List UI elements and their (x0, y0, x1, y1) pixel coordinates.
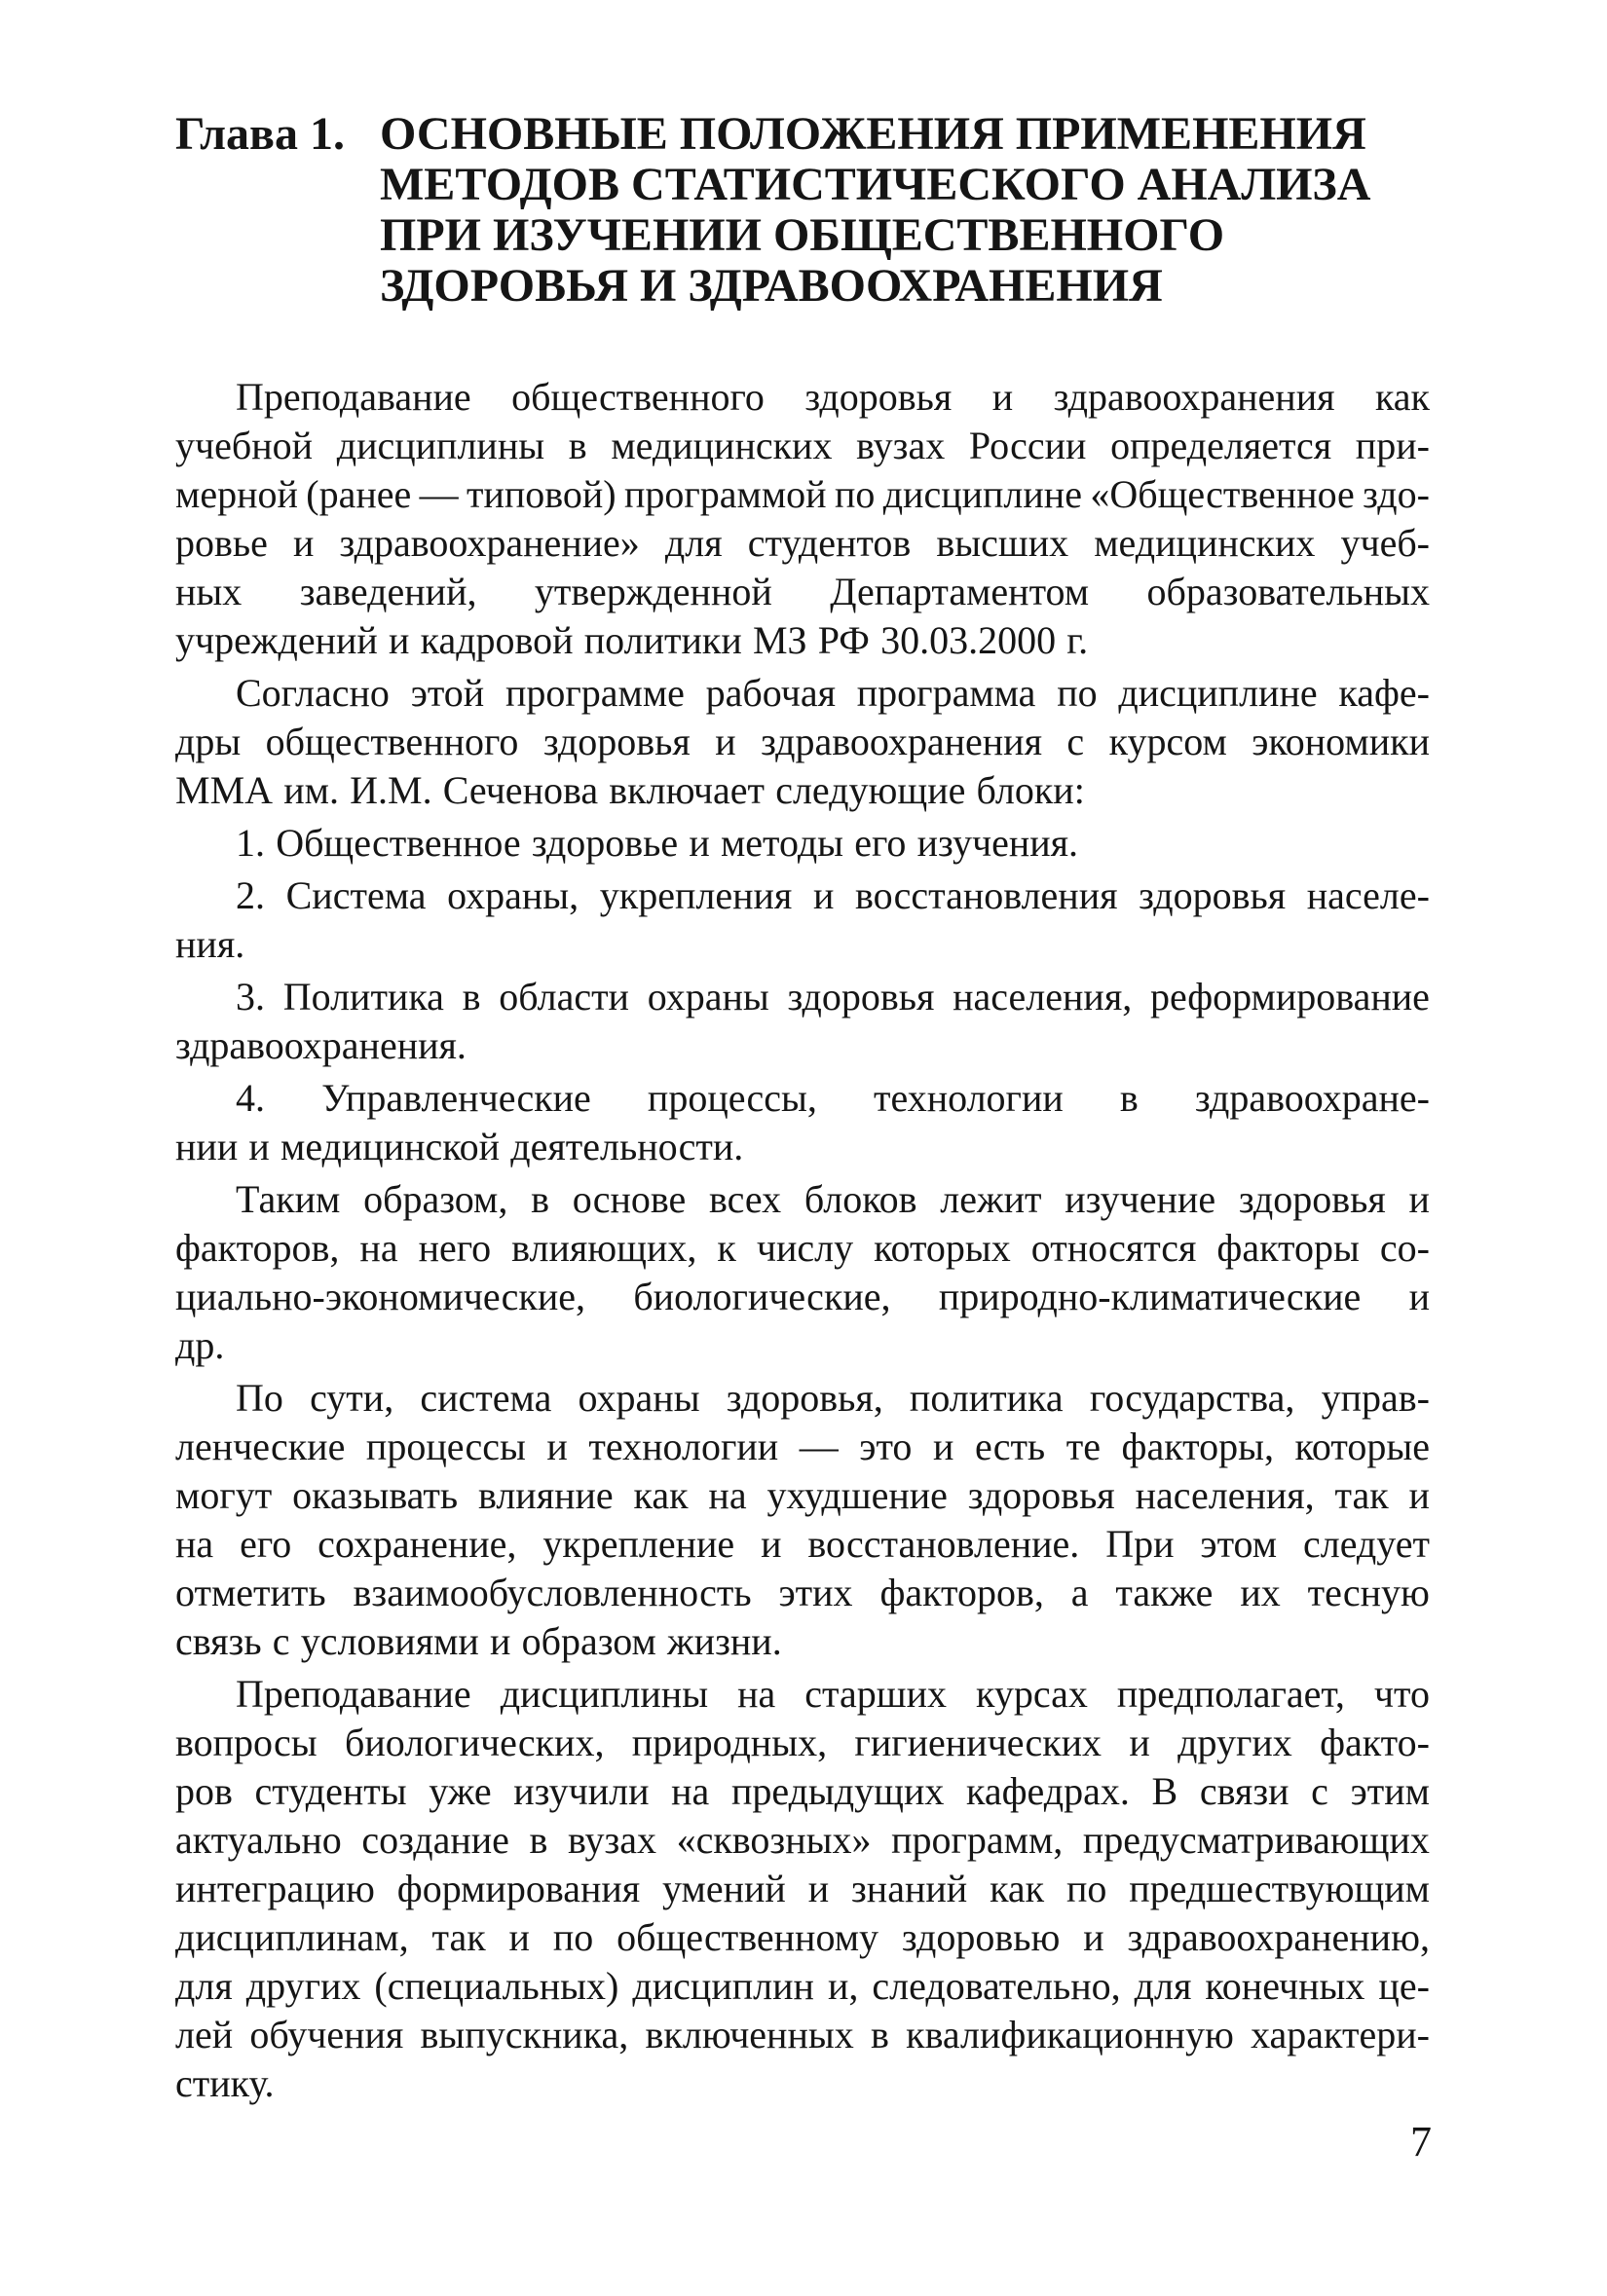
text-line: др. (175, 1323, 225, 1367)
text-line: Преподавание дисциплины на старших курсах предполагает, что (236, 1672, 1430, 1716)
paragraph (175, 819, 1430, 868)
text-line: отметить взаимообусловленность этих факторов, а также их тесную (175, 1571, 1430, 1614)
chapter-title-line: ПРИ ИЗУЧЕНИИ ОБЩЕСТВЕННОГО (380, 209, 1225, 261)
paragraph (175, 1374, 1430, 1666)
text-line: нии и медицинской деятельности. (175, 1125, 744, 1168)
chapter-title-line: ЗДОРОВЬЯ И ЗДРАВООХРАНЕНИЯ (380, 260, 1163, 312)
text-line: 4. Управленческие процессы, технологии в здравоохране- (236, 1076, 1430, 1120)
text-line: ровье и здравоохранение» для студентов высших медицинских учеб- (175, 521, 1430, 565)
text-line: учебной дисциплины в медицинских вузах России определяется при- (175, 424, 1430, 467)
chapter-title-line: МЕТОДОВ СТАТИСТИЧЕСКОГО АНАЛИЗА (380, 159, 1371, 210)
paragraph (175, 1074, 1430, 1171)
text-line: Согласно этой программе рабочая программа по дисциплине кафе- (236, 671, 1430, 715)
page-number: 7 (1410, 2118, 1432, 2166)
text-line: интеграцию формирования умений и знаний как по предшествующим (175, 1867, 1430, 1910)
chapter-title-line: ОСНОВНЫЕ ПОЛОЖЕНИЯ ПРИМЕНЕНИЯ (380, 108, 1366, 160)
text-line: стику. (175, 2061, 275, 2105)
paragraph (175, 373, 1430, 665)
text-line: лей обучения выпускника, включенных в квалификационную характери- (175, 2013, 1430, 2056)
chapter-label: Глава 1. (175, 108, 345, 160)
paragraph (175, 1175, 1430, 1370)
text-line: циально-экономические, биологические, природно-климатические и (175, 1275, 1430, 1318)
paragraph (175, 1670, 1430, 2108)
text-line: Преподавание общественного здоровья и здравоохранения как (236, 375, 1430, 419)
text-line: мерной (ранее — типовой) программой по дисциплине «Общественное здо- (175, 472, 1430, 516)
text-line: 3. Политика в области охраны здоровья населения, реформирование (236, 975, 1430, 1018)
text-line: здравоохранения. (175, 1023, 467, 1067)
text-line: ММА им. И.М. Сеченова включает следующие блоки: (175, 768, 1085, 812)
text-line: могут оказывать влияние как на ухудшение здоровья населения, так и (175, 1473, 1430, 1517)
text-line: вопросы биологических, природных, гигиенических и других факто- (175, 1721, 1430, 1764)
text-line: дисциплинам, так и по общественному здоровью и здравоохранению, (175, 1915, 1430, 1959)
text-line: ленческие процессы и технологии — это и есть те факторы, которые (175, 1425, 1430, 1468)
text-line: Таким образом, в основе всех блоков лежит изучение здоровья и (236, 1177, 1430, 1221)
text-line: ных заведений, утвержденной Департаментом образовательных (175, 570, 1430, 613)
paragraph (175, 871, 1430, 969)
paragraph (175, 669, 1430, 815)
paragraph (175, 973, 1430, 1070)
chapter-title (380, 108, 1371, 312)
text-line: учреждений и кадровой политики МЗ РФ 30.03.2000 г. (175, 618, 1089, 662)
text-line: факторов, на него влияющих, к числу которых относятся факторы со- (175, 1226, 1430, 1270)
text-line: на его сохранение, укрепление и восстановление. При этом следует (175, 1522, 1430, 1566)
text-line: для других (специальных) дисциплин и, следовательно, для конечных це- (175, 1964, 1430, 2008)
text-line: актуально создание в вузах «сквозных» программ, предусматривающих (175, 1818, 1430, 1862)
text-line: ния. (175, 922, 245, 966)
text-line: дры общественного здоровья и здравоохранения с курсом экономики (175, 720, 1430, 763)
body-text (175, 373, 1430, 2112)
text-line: 2. Система охраны, укрепления и восстановления здоровья населе- (236, 873, 1430, 917)
text-line: 1. Общественное здоровье и методы его изучения. (236, 821, 1079, 865)
text-line: ров студенты уже изучили на предыдущих кафедрах. В связи с этим (175, 1769, 1430, 1813)
text-line: связь с условиями и образом жизни. (175, 1619, 782, 1663)
text-line: По сути, система охраны здоровья, политика государства, управ- (236, 1376, 1430, 1420)
